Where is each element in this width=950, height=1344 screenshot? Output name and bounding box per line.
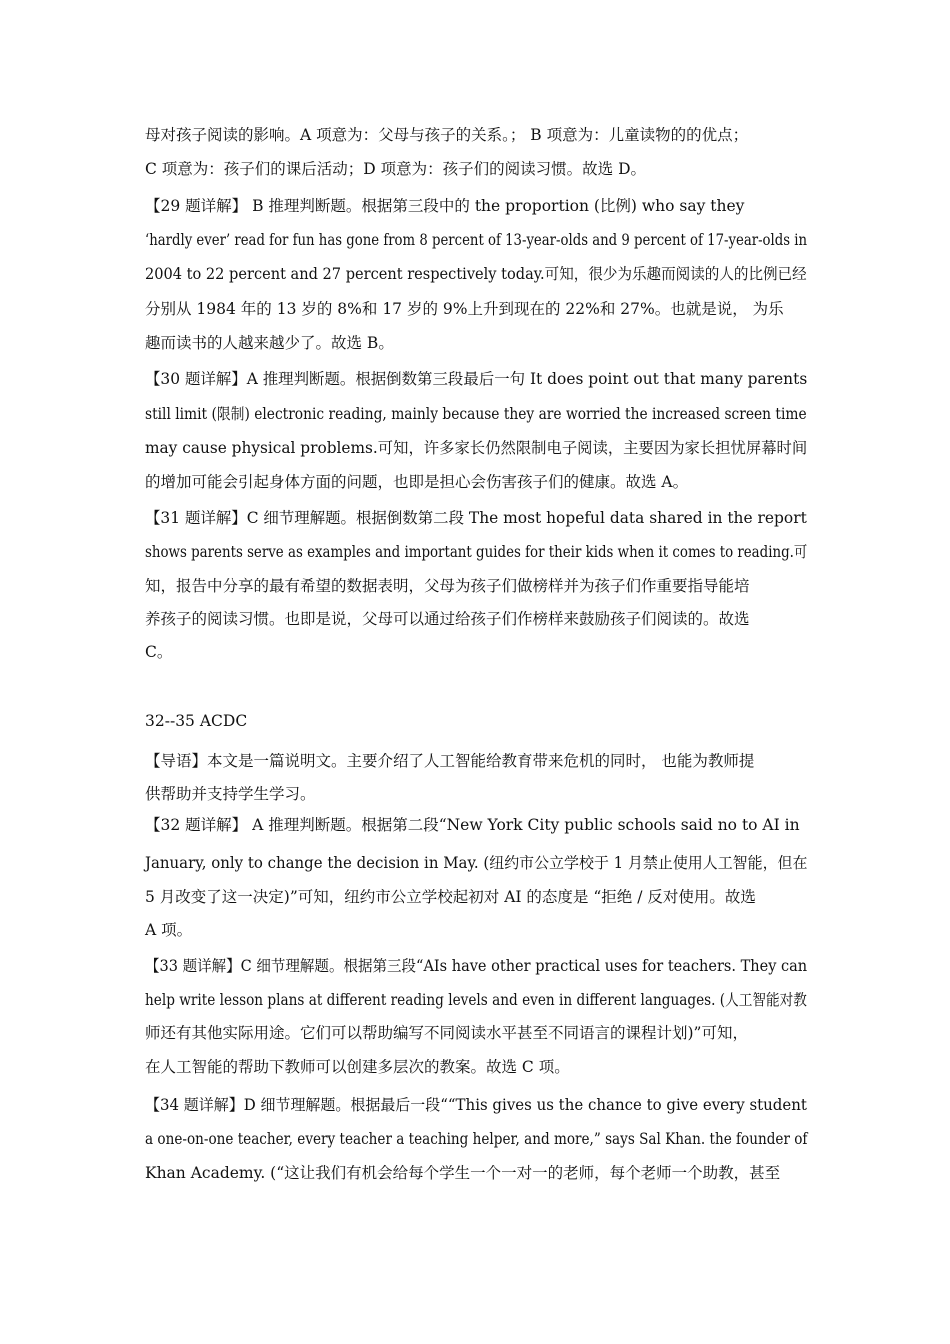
text-line: a one-on-one teacher, every teacher a teaching helper, and more,” says Sal Khan. the founder of (145, 1130, 808, 1148)
text-line: 在人工智能的帮助下教师可以创建多层次的教案。故选 C 项。 (145, 1058, 570, 1076)
text-line: 养孩子的阅读习惯。也即是说，父母可以通过给孩子们作榜样来鼓励孩子们阅读的。故选 (145, 610, 750, 628)
text-line: help write lesson plans at different reading levels and even in different languages. (人工智能对教 (145, 991, 807, 1009)
text-line: 【30 题详解】A 推理判断题。根据倒数第三段最后一句 It does point out that many parents (145, 370, 808, 388)
text-line: 分别从 1984 年的 13 岁的 8%和 17 岁的 9%上升到现在的 22%和 27%。也就是说， 为乐 (145, 300, 784, 318)
text-line: 师还有其他实际用途。它们可以帮助编写不同阅读水平甚至不同语言的课程计划)”可知， (145, 1024, 748, 1042)
text-line: 知，报告中分享的最有希望的数据表明，父母为孩子们做榜样并为孩子们作重要指导能培 (145, 577, 750, 595)
text-line: Khan Academy. (“这让我们有机会给每个学生一个一对一的老师，每个老师一个助教，甚至 (145, 1164, 781, 1182)
text-line: A 项。 (145, 921, 193, 939)
text-line: shows parents serve as examples and important guides for their kids when it comes to reading.可 (145, 543, 808, 561)
text-line: 供帮助并支持学生学习。 (145, 785, 316, 803)
text-line: may cause physical problems.可知，许多家长仍然限制电子阅读，主要因为家长担忧屏幕时间 (145, 439, 808, 457)
text-line: 2004 to 22 percent and 27 percent respectively today.可知，很少为乐趣而阅读的人的比例已经 (145, 265, 807, 283)
text-line: 母对孩子阅读的影响。A 项意为：父母与孩子的关系。； B 项意为：儿童读物的的优点； (145, 126, 749, 144)
text-line: 【31 题详解】C 细节理解题。根据倒数第二段 The most hopeful data shared in the report (145, 509, 807, 527)
text-line: 5 月改变了这一决定)”可知，纽约市公立学校起初对 AI 的态度是 “拒绝 / 反对使用。故选 (145, 888, 756, 906)
text-line: 【33 题详解】C 细节理解题。根据第三段“AIs have other practical uses for teachers. They can (145, 957, 808, 975)
text-line: 的增加可能会引起身体方面的问题，也即是担心会伤害孩子们的健康。故选 A。 (145, 473, 689, 491)
text-line: 趣而读书的人越来越少了。故选 B。 (145, 334, 394, 352)
text-line: 【34 题详解】D 细节理解题。根据最后一段““This gives us the chance to give every student (145, 1096, 807, 1114)
text-line: C 项意为：孩子们的课后活动；D 项意为：孩子们的阅读习惯。故选 D。 (145, 160, 646, 178)
text-line: ‘hardly ever’ read for fun has gone from 8 percent of 13-year-olds and 9 percent of 17-year-olds in (145, 231, 808, 249)
text-line: 【29 题详解】 B 推理判断题。根据第三段中的 the proportion (比例) who say they (145, 197, 745, 215)
text-line: 【32 题详解】 A 推理判断题。根据第二段“New York City public schools said no to AI in (145, 816, 800, 834)
text-line: January, only to change the decision in May. (纽约市公立学校于 1 月禁止使用人工智能，但在 (145, 854, 808, 872)
text-line: C。 (145, 643, 173, 661)
text-line: 32--35 ACDC (145, 712, 248, 730)
text-line: 【导语】本文是一篇说明文。主要介绍了人工智能给教育带来危机的同时， 也能为教师提 (145, 752, 755, 770)
text-line: still limit (限制) electronic reading, mainly because they are worried the increased screen time (145, 405, 807, 423)
